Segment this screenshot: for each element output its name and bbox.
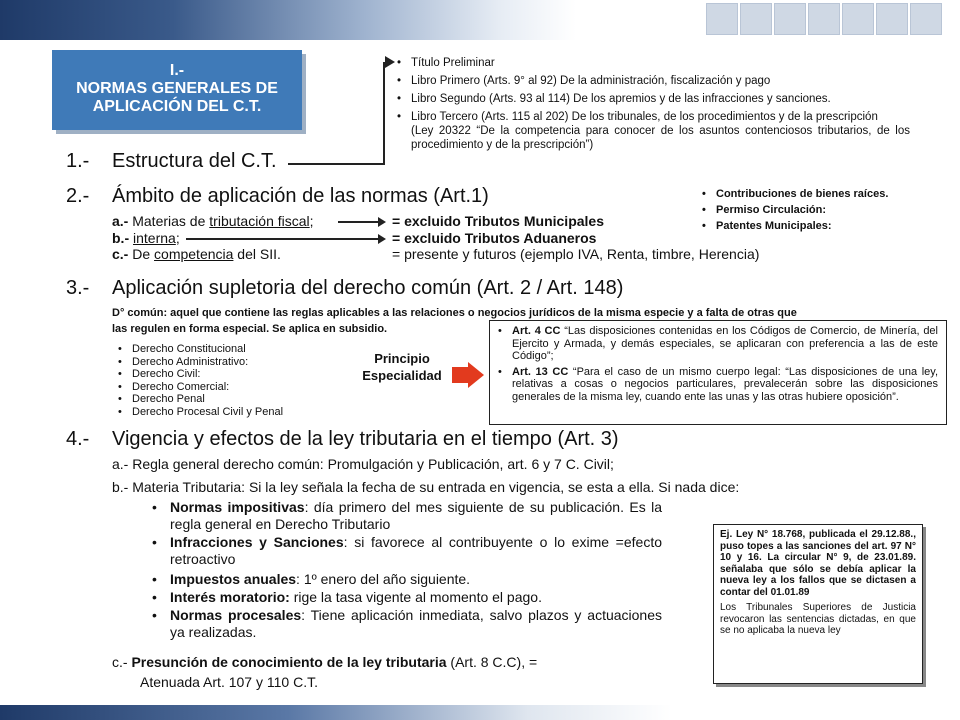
heading-section-3 bbox=[66, 277, 623, 300]
decorative-square bbox=[876, 3, 908, 35]
tax-rule-item bbox=[150, 607, 662, 641]
scope-result-b: = excluido Tributos Aduaneros bbox=[392, 230, 597, 246]
scope-item-b bbox=[112, 230, 180, 246]
tax-rules-list bbox=[150, 499, 662, 641]
connector-line bbox=[288, 163, 384, 165]
section-text: Ámbito de aplicación de las normas (Art.1) bbox=[112, 185, 489, 207]
principle-line: Especialidad bbox=[362, 368, 442, 383]
structure-item: • Libro Segundo (Arts. 93 al 114) De los apremios y de las infracciones y sanciones. bbox=[395, 92, 910, 106]
scope-item-a bbox=[112, 213, 314, 229]
item-pre: De bbox=[128, 246, 155, 262]
item-prefix: b.- bbox=[112, 230, 130, 246]
rule-label: Impuestos anuales bbox=[170, 571, 297, 587]
validity-rule-a: a.- Regla general derecho común: Promulgación y Publicación, art. 6 y 7 C. Civil; bbox=[112, 456, 614, 472]
structure-note: (Ley 20322 “De la competencia para conocer de los asuntos contenciosos tributarios, de los procedimiento y de la prescripción”) bbox=[411, 125, 910, 151]
item-pre: Materias de bbox=[128, 213, 210, 229]
principle-line: Principio bbox=[374, 351, 430, 366]
rule-text: rige la tasa vigente al momento el pago. bbox=[289, 589, 542, 605]
scope-item-c bbox=[112, 246, 281, 262]
article-text: “Para el caso de un mismo cuerpo legal: “Las disposiciones de una ley, relativas a cosas o negocios particulares, prevalecerán sobre las disposiciones generales de la misma ley, cuando ente las unas y las otras hubiere oposición”. bbox=[512, 365, 939, 403]
item-underlined: tributación fiscal bbox=[209, 213, 310, 229]
heading-section-1 bbox=[66, 150, 277, 173]
item-post: del SII. bbox=[233, 246, 281, 262]
municipal-item: • Patentes Municipales: bbox=[700, 218, 940, 234]
law-branch-item: • Derecho Comercial: bbox=[116, 381, 356, 394]
item-post: ; bbox=[309, 213, 314, 229]
rule-text: : Tiene aplicación inmediata, salvo plazos y actuaciones ya realizadas. bbox=[170, 607, 662, 640]
example-bold-text: Ej. Ley N° 18.768, publicada el 29.12.88., puso topes a las sanciones del art. 97 N° 10 y 16. La circular N° 9, de 23.01.89. señalaba que sólo se debía aplicar la nueva ley a los fallos que se dictasen a contar del 01.01.89 bbox=[720, 529, 916, 598]
section-title-box bbox=[52, 50, 302, 130]
bottom-decorative-bar bbox=[0, 705, 960, 720]
section-number: 2.- bbox=[66, 185, 90, 207]
civil-code-item bbox=[496, 325, 938, 363]
tax-rule-item bbox=[150, 499, 662, 533]
decorative-square bbox=[740, 3, 772, 35]
title-line-2: NORMAS GENERALES DE bbox=[76, 80, 278, 97]
article-text: “Las disposiciones contenidas en los Códigos de Comercio, de Minería, del Ejercito y Armada, y demás especiales, se aplicaran con preferencia a las de este Código”; bbox=[512, 325, 938, 362]
scope-result-c: = presente y futuros (ejemplo IVA, Renta, timbre, Herencia) bbox=[392, 246, 760, 262]
arrow-head-icon bbox=[385, 56, 395, 68]
decorative-square bbox=[706, 3, 738, 35]
structure-item: • Libro Primero (Arts. 9° al 92) De la administración, fiscalización y pago bbox=[395, 74, 910, 88]
description-line: D° común: aquel que contiene las reglas aplicables a las relaciones o negocios jurídicos de la misma especie y a falta de otras que bbox=[112, 307, 797, 319]
section-number: 1.- bbox=[66, 150, 90, 172]
item-underlined: interna bbox=[133, 230, 176, 246]
arrow-right-icon bbox=[378, 217, 386, 227]
top-decorative-bar bbox=[0, 0, 960, 40]
section-number: 3.- bbox=[66, 277, 90, 299]
decorative-square bbox=[842, 3, 874, 35]
law-branches-list bbox=[116, 343, 356, 418]
item-post: ; bbox=[175, 230, 180, 246]
article-label: Art. 13 CC bbox=[512, 365, 569, 378]
red-arrow-icon bbox=[468, 362, 484, 388]
rule-rest: (Art. 8 C.C), = bbox=[446, 654, 538, 670]
municipal-item: • Permiso Circulación: bbox=[700, 202, 940, 218]
section-text: Estructura del C.T. bbox=[112, 150, 277, 172]
law-branch-item: • Derecho Administrativo: bbox=[116, 356, 356, 369]
article-label: Art. 4 CC bbox=[512, 325, 561, 337]
structure-item: • Título Preliminar bbox=[395, 56, 910, 70]
rule-text: : 1º enero del año siguiente. bbox=[296, 571, 471, 587]
section-text: Aplicación supletoria del derecho común (Art. 2 / Art. 148) bbox=[112, 277, 624, 299]
law-branch-item: • Derecho Procesal Civil y Penal bbox=[116, 406, 356, 419]
heading-section-2 bbox=[66, 185, 489, 208]
item-underlined: competencia bbox=[154, 246, 234, 262]
tax-rule-item bbox=[150, 534, 662, 568]
tax-rule-item bbox=[150, 571, 662, 588]
example-box bbox=[713, 524, 923, 684]
law-branch-item: • Derecho Constitucional bbox=[116, 343, 356, 356]
civil-code-box bbox=[489, 320, 947, 425]
rule-label: Normas procesales bbox=[170, 607, 302, 623]
tax-rule-item bbox=[150, 589, 662, 606]
rule-bold: Presunción de conocimiento de la ley tributaria bbox=[131, 654, 447, 670]
rule-label: Normas impositivas bbox=[170, 499, 305, 515]
law-branch-item: • Derecho Civil: bbox=[116, 368, 356, 381]
item-prefix: c.- bbox=[112, 246, 129, 262]
section-number: 4.- bbox=[66, 428, 90, 450]
red-arrow-tail bbox=[452, 367, 469, 383]
decorative-square bbox=[910, 3, 942, 35]
title-line-1: I.- bbox=[169, 62, 185, 79]
decorative-square bbox=[808, 3, 840, 35]
heading-section-4 bbox=[66, 428, 619, 451]
structure-item: • Libro Tercero (Arts. 115 al 202) De los tribunales, de los procedimientos y de la prescripción bbox=[395, 110, 910, 124]
municipal-item: • Contribuciones de bienes raíces. bbox=[700, 186, 940, 202]
connector-line bbox=[383, 62, 385, 165]
item-prefix: a.- bbox=[112, 213, 129, 229]
arrow-line bbox=[186, 238, 380, 240]
section-text: Vigencia y efectos de la ley tributaria en el tiempo (Art. 3) bbox=[112, 428, 619, 450]
rule-label: Interés moratorio: bbox=[170, 589, 290, 605]
validity-rule-c bbox=[112, 652, 537, 692]
validity-rule-b: b.- Materia Tributaria: Si la ley señala la fecha de su entrada en vigencia, se esta a ella. Si nada dice: bbox=[112, 479, 740, 495]
arrow-right-icon bbox=[378, 234, 386, 244]
municipal-list bbox=[700, 186, 940, 234]
rule-prefix: c.- bbox=[112, 654, 128, 670]
civil-code-item bbox=[496, 366, 938, 404]
decorative-square bbox=[774, 3, 806, 35]
scope-result-a: = excluido Tributos Municipales bbox=[392, 213, 604, 229]
description-line: las regulen en forma especial. Se aplica en subsidio. bbox=[112, 323, 388, 335]
specialty-principle-label bbox=[342, 350, 462, 384]
structure-list bbox=[395, 56, 910, 152]
rule-text: : si favorece al contribuyente o lo exime =efecto retroactivo bbox=[170, 534, 662, 567]
rule-line2: Atenuada Art. 107 y 110 C.T. bbox=[140, 674, 318, 690]
law-branch-item: • Derecho Penal bbox=[116, 393, 356, 406]
rule-label: Infracciones y Sanciones bbox=[170, 534, 344, 550]
title-line-3: APLICACIÓN DEL C.T. bbox=[92, 98, 262, 115]
rule-text: : día primero del mes siguiente de su publicación. Es la regla general en Derecho Tributario bbox=[170, 499, 662, 532]
arrow-line bbox=[338, 221, 380, 223]
example-text: Los Tribunales Superiores de Justicia revocaron las sentencias dictadas, en que se no aplicaba la nueva ley bbox=[720, 602, 916, 636]
